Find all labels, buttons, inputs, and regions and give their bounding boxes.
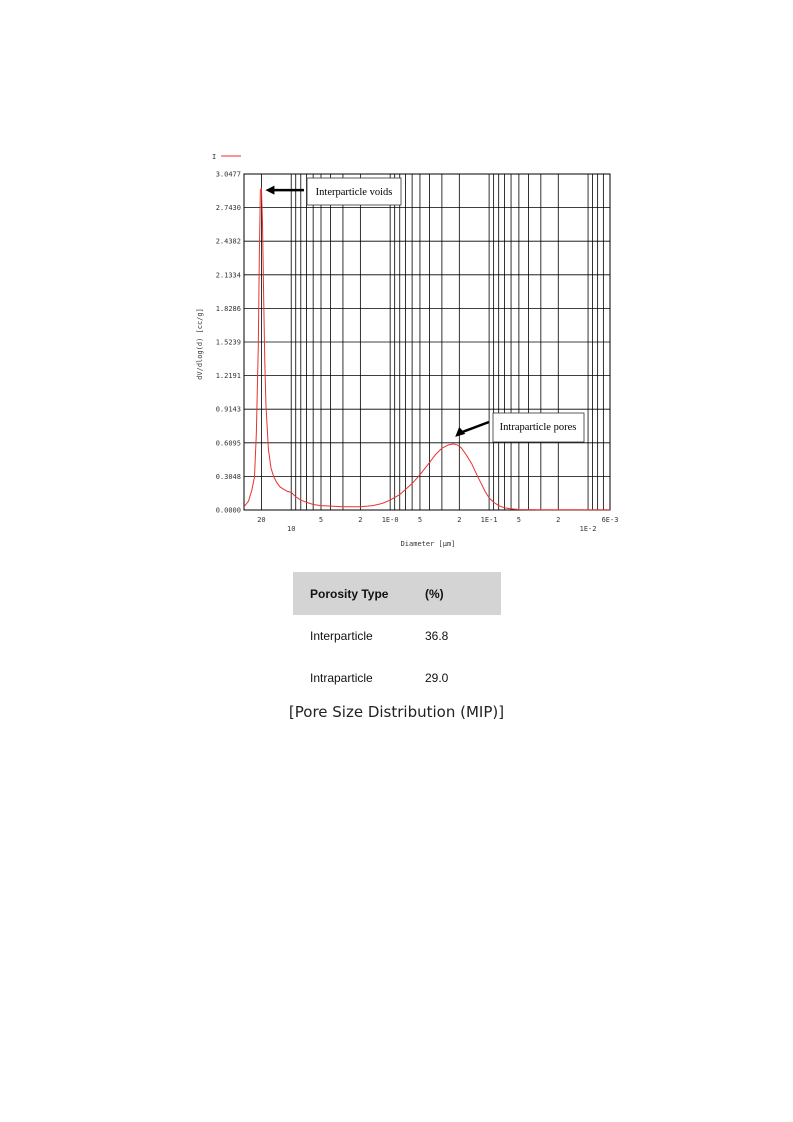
x-tick-labels <box>257 516 618 533</box>
x-tick-label: 1E-0 <box>381 516 399 524</box>
legend <box>212 153 241 161</box>
header-percent: (%) <box>425 572 501 615</box>
callout-arrowhead <box>265 186 274 195</box>
x-tick-label: 5 <box>417 516 423 524</box>
table-header-row <box>293 572 501 615</box>
y-tick-label: 3.0477 <box>215 170 241 179</box>
table-cell: Interparticle <box>310 629 373 643</box>
x-tick-label: 6E-3 <box>601 516 619 524</box>
pore-size-distribution-chart <box>190 145 630 555</box>
x-tick-label: 2 <box>457 516 462 524</box>
y-tick-labels <box>216 171 241 515</box>
y-tick-label: 1.8286 <box>215 304 241 313</box>
y-tick-label: 0.9143 <box>215 405 241 414</box>
table-row <box>293 615 501 657</box>
y-tick-label: 1.2191 <box>215 372 241 381</box>
porosity-table <box>293 572 501 699</box>
y-tick-label: 0.6095 <box>215 439 241 448</box>
y-tick-label: 2.7430 <box>215 204 241 213</box>
figure-caption: [Pore Size Distribution (MIP)] <box>288 703 505 721</box>
x-tick-label: 1E-1 <box>480 516 498 524</box>
x-axis-label: Diameter [µm] <box>400 540 456 548</box>
table-row <box>293 657 501 699</box>
header-porosity-type: Porosity Type <box>293 572 425 615</box>
table-cell: 36.8 <box>425 629 449 643</box>
legend-marker: I <box>212 153 217 161</box>
series-line <box>244 188 610 510</box>
table-cell: 29.0 <box>425 671 449 685</box>
y-tick-label: 0.3048 <box>215 472 241 481</box>
x-tick-label: 10 <box>286 525 296 533</box>
y-axis-label: dV/dlog(d) [cc/g] <box>196 308 204 380</box>
y-tick-label: 2.4382 <box>215 237 241 246</box>
table-cell: Intraparticle <box>310 671 373 685</box>
x-tick-label: 2 <box>556 516 561 524</box>
x-tick-label: 2 <box>358 516 363 524</box>
callout-arrow-shaft <box>460 422 489 433</box>
y-tick-label: 2.1334 <box>215 271 241 280</box>
callout-label: Intraparticle pores <box>499 422 577 433</box>
x-tick-label: 1E-2 <box>579 525 597 533</box>
y-tick-label: 0.0000 <box>215 506 241 515</box>
callout-label: Interparticle voids <box>315 187 393 198</box>
x-tick-label: 5 <box>318 516 324 524</box>
x-tick-label: 20 <box>257 516 266 524</box>
x-tick-label: 5 <box>516 516 521 524</box>
y-tick-label: 1.5239 <box>215 338 241 347</box>
y-gridlines <box>244 174 610 510</box>
